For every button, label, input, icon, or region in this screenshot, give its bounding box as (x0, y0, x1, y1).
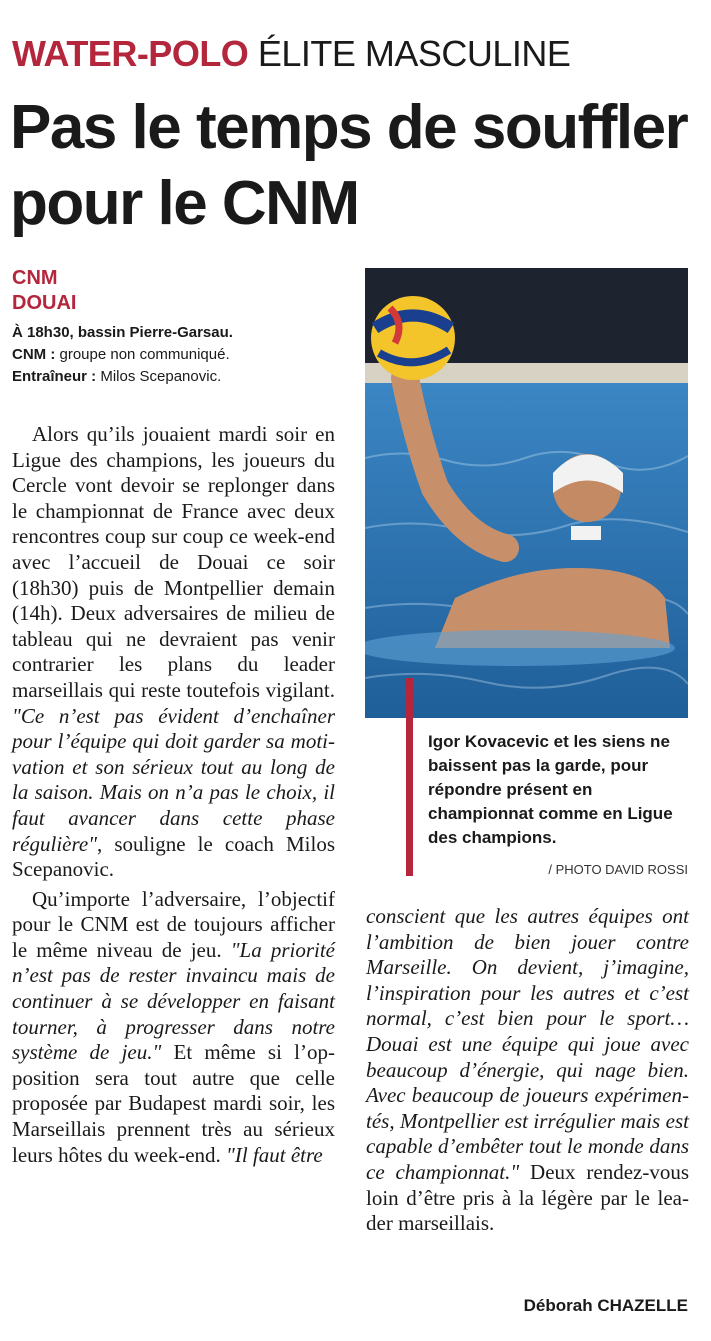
photo-caption: Igor Kovacevic et les siens ne baissent pas la garde, pour répondre présent en championnat comme en Ligue des champions. (428, 732, 673, 847)
squad-label: CNM : (12, 346, 56, 363)
coach-label: Entraîneur : (12, 368, 97, 385)
kicker (12, 32, 702, 76)
team-away: DOUAI (12, 292, 77, 314)
article-column-2 (366, 904, 689, 1237)
match-info-box (12, 266, 352, 388)
p1-text-end: , souligne le coach Milos Scepanovic. (12, 831, 335, 882)
p1-text: Alors qu’ils jouaient mardi soir en Ligue des champions, les joueurs du Cercle vont devoir se replonger dans le championnat de France avec deux rencontres coup sur coup ce week-end avec l’accueil de Douai ce soir (18h30) puis de Montpellier demain (14h). Deux adversaires de milieu de tableau qui ne devraient pas venir contrarier les plans du leader marseillais qui reste toutefois vigilant. (12, 422, 335, 702)
p1-quote: "Ce n’est pas évident d’enchaîner pour l’équipe qui doit garder sa motivation et son sérieux tout au long de la saison. Mais on n’a pas le choix, il faut avancer dans cette phase régulière" (12, 703, 335, 856)
teams (12, 266, 352, 316)
caption-accent-bar (406, 678, 413, 876)
squad-value: groupe non communiqué. (59, 346, 230, 363)
coach-value: Milos Scepanovic. (100, 368, 222, 385)
p3-text-end: Deux rendez-vous loin d’être pris à la légère par le leader marseillais. (366, 1159, 690, 1236)
p2-text: Qu’importe l’adversaire, l’objectif pour le CNM est de toujours afficher le même niveau de jeu. (12, 886, 335, 962)
p3-quote: conscient que les autres équipes ont l’ambition de bien jouer contre Marseille. On devient, j’imagine, l’inspiration pour les autres et c’est normal, c’est bien pour le sport… Douai est une équipe qui joue avec beaucoup d’énergie, qui nage bien. Avec beaucoup de joueurs expérimentés, Montpellier est irrégulier mais est capable d’embêter tout le monde dans ce championnat." (366, 904, 689, 1184)
article-column-1 (12, 422, 335, 1168)
headline: Pas le temps de souffler pour le CNM (10, 93, 688, 238)
section-league: ÉLITE MASCULINE (257, 33, 571, 74)
photo-credit: / PHOTO DAVID ROSSI (548, 862, 688, 877)
article-photo (365, 268, 688, 718)
paragraph-1 (12, 422, 335, 883)
p2-text-end: Et même si l’opposition sera tout autre que celle proposée par Budapest mardi soir, les Marseillais prennent très au sérieux leurs hôtes du week-end. (12, 1040, 335, 1167)
match-time-venue: À 18h30, bassin Pierre-Garsau. (12, 324, 233, 341)
match-details (12, 322, 352, 388)
water-polo-player-image (365, 268, 688, 718)
team-home: CNM (12, 267, 58, 289)
section-sport: WATER-POLO (12, 33, 249, 74)
p2-quote-start: "Il faut être (226, 1142, 323, 1167)
paragraph-2 (12, 887, 335, 1169)
paragraph-3 (366, 904, 689, 1237)
p2-quote: "La priorité n’est pas de rester invaincu mais de continuer à se développer en faisant tourner, à progresser dans notre système de jeu." (12, 937, 335, 1065)
byline: Déborah CHAZELLE (523, 1296, 688, 1315)
